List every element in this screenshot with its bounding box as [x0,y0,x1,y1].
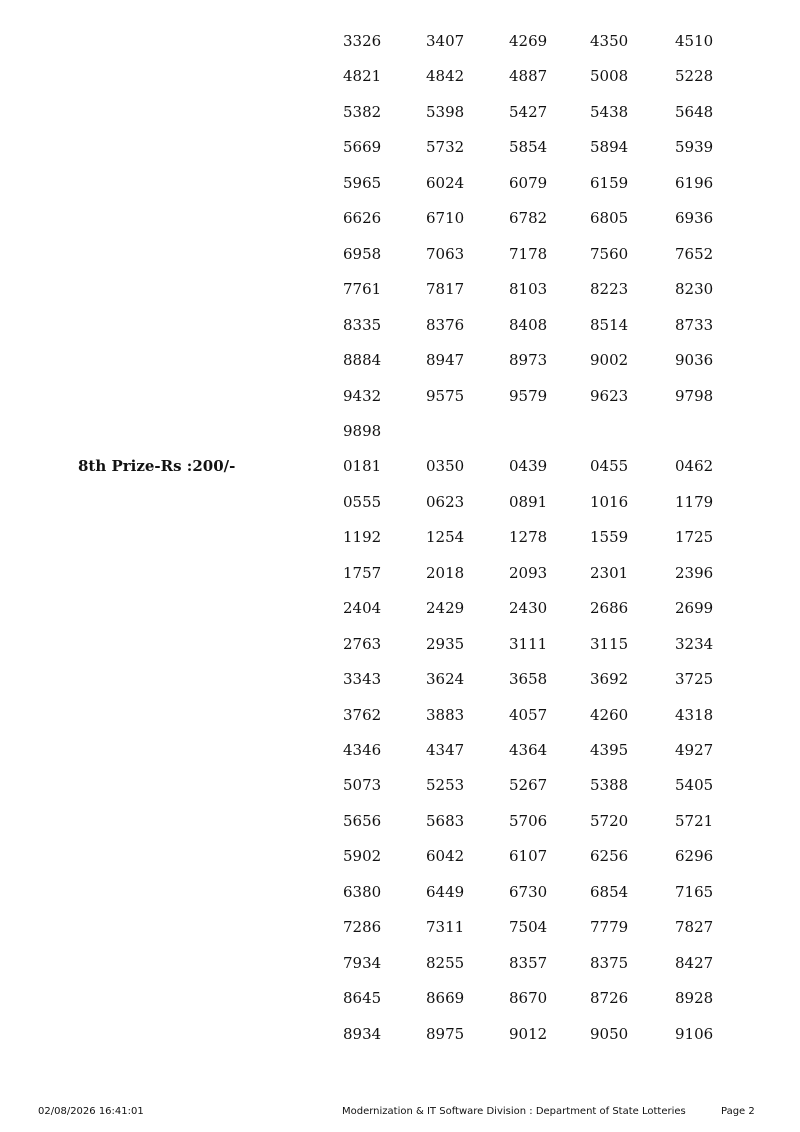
ticket-number: 5656 [343,812,382,830]
number-row [0,527,800,547]
ticket-number: 7827 [675,918,714,936]
ticket-number: 5939 [675,138,714,156]
number-row [0,598,800,618]
number-row [0,350,800,370]
ticket-number: 7311 [426,918,465,936]
ticket-number: 2429 [426,599,465,617]
ticket-number: 5427 [509,103,548,121]
ticket-number: 9798 [675,387,714,405]
ticket-number: 5721 [675,812,714,830]
ticket-number: 4927 [675,741,714,759]
ticket-number: 1725 [675,528,714,546]
ticket-number: 9579 [509,387,548,405]
ticket-number: 2430 [509,599,548,617]
ticket-number: 8645 [343,989,382,1007]
number-row [0,456,800,476]
ticket-number: 4350 [590,32,629,50]
ticket-number: 6626 [343,209,382,227]
ticket-number: 2018 [426,564,465,582]
number-row [0,669,800,689]
ticket-number: 5438 [590,103,629,121]
number-row [0,492,800,512]
ticket-number: 3658 [509,670,548,688]
ticket-number: 2396 [675,564,714,582]
ticket-number: 6024 [426,174,465,192]
ticket-number: 1016 [590,493,629,511]
ticket-number: 8733 [675,316,714,334]
ticket-number: 5398 [426,103,465,121]
ticket-number: 1757 [343,564,382,582]
number-row [0,102,800,122]
ticket-number: 7761 [343,280,382,298]
ticket-number: 8973 [509,351,548,369]
ticket-number: 6107 [509,847,548,865]
ticket-number: 2404 [343,599,382,617]
ticket-number: 3343 [343,670,382,688]
ticket-number: 7504 [509,918,548,936]
ticket-number: 6854 [590,883,629,901]
ticket-number: 2699 [675,599,714,617]
ticket-number: 0455 [590,457,629,475]
ticket-number: 3692 [590,670,629,688]
ticket-number: 5267 [509,776,548,794]
number-row [0,137,800,157]
ticket-number: 3624 [426,670,465,688]
ticket-number: 8514 [590,316,629,334]
ticket-number: 8884 [343,351,382,369]
number-row [0,988,800,1008]
ticket-number: 0623 [426,493,465,511]
footer-page-number: Page 2 [721,1106,755,1117]
ticket-number: 5706 [509,812,548,830]
number-row [0,66,800,86]
number-row [0,882,800,902]
ticket-number: 6936 [675,209,714,227]
ticket-number: 8375 [590,954,629,972]
number-row [0,208,800,228]
ticket-number: 8947 [426,351,465,369]
ticket-number: 9002 [590,351,629,369]
ticket-number: 5073 [343,776,382,794]
ticket-number: 5669 [343,138,382,156]
ticket-number: 3725 [675,670,714,688]
number-row [0,1024,800,1044]
ticket-number: 1192 [343,528,382,546]
ticket-number: 6805 [590,209,629,227]
ticket-number: 6256 [590,847,629,865]
ticket-number: 6958 [343,245,382,263]
ticket-number: 5732 [426,138,465,156]
ticket-number: 4057 [509,706,548,724]
number-row [0,811,800,831]
ticket-number: 4887 [509,67,548,85]
ticket-number: 1179 [675,493,714,511]
number-row [0,421,800,441]
ticket-number: 0439 [509,457,548,475]
ticket-number: 5388 [590,776,629,794]
ticket-number: 4260 [590,706,629,724]
ticket-number: 4269 [509,32,548,50]
ticket-number: 6380 [343,883,382,901]
ticket-number: 5965 [343,174,382,192]
ticket-number: 7178 [509,245,548,263]
ticket-number: 1559 [590,528,629,546]
ticket-number: 3326 [343,32,382,50]
ticket-number: 4821 [343,67,382,85]
ticket-number: 2093 [509,564,548,582]
ticket-number: 6782 [509,209,548,227]
ticket-number: 8669 [426,989,465,1007]
number-row [0,775,800,795]
ticket-number: 9898 [343,422,382,440]
ticket-number: 2686 [590,599,629,617]
ticket-number: 9623 [590,387,629,405]
ticket-number: 4395 [590,741,629,759]
number-row [0,563,800,583]
ticket-number: 8335 [343,316,382,334]
ticket-number: 5854 [509,138,548,156]
ticket-number: 7560 [590,245,629,263]
ticket-number: 1278 [509,528,548,546]
ticket-number: 4318 [675,706,714,724]
ticket-number: 5405 [675,776,714,794]
ticket-number: 4510 [675,32,714,50]
ticket-number: 0555 [343,493,382,511]
number-row [0,846,800,866]
ticket-number: 0181 [343,457,382,475]
ticket-number: 6296 [675,847,714,865]
number-row [0,740,800,760]
ticket-number: 8223 [590,280,629,298]
ticket-number: 7779 [590,918,629,936]
ticket-number: 8103 [509,280,548,298]
ticket-number: 8357 [509,954,548,972]
ticket-number: 5720 [590,812,629,830]
ticket-number: 3111 [509,635,548,653]
ticket-number: 2763 [343,635,382,653]
ticket-number: 2301 [590,564,629,582]
ticket-number: 9050 [590,1025,629,1043]
ticket-number: 8230 [675,280,714,298]
ticket-number: 6196 [675,174,714,192]
ticket-number: 1254 [426,528,465,546]
number-row [0,244,800,264]
number-row [0,173,800,193]
ticket-number: 9432 [343,387,382,405]
ticket-number: 3762 [343,706,382,724]
number-row [0,953,800,973]
ticket-number: 6042 [426,847,465,865]
ticket-number: 5894 [590,138,629,156]
ticket-number: 9106 [675,1025,714,1043]
ticket-number: 8934 [343,1025,382,1043]
ticket-number: 8975 [426,1025,465,1043]
ticket-number: 5902 [343,847,382,865]
footer-datetime: 02/08/2026 16:41:01 [38,1106,144,1117]
number-row [0,31,800,51]
ticket-number: 8726 [590,989,629,1007]
ticket-number: 0462 [675,457,714,475]
ticket-number: 5008 [590,67,629,85]
ticket-number: 5253 [426,776,465,794]
number-row [0,917,800,937]
ticket-number: 8928 [675,989,714,1007]
ticket-number: 7934 [343,954,382,972]
ticket-number: 5382 [343,103,382,121]
prize-label: 8th Prize-Rs :200/- [78,457,236,475]
ticket-number: 5228 [675,67,714,85]
ticket-number: 8408 [509,316,548,334]
ticket-number: 6730 [509,883,548,901]
ticket-number: 3115 [590,635,629,653]
ticket-number: 6159 [590,174,629,192]
ticket-number: 9012 [509,1025,548,1043]
ticket-number: 6079 [509,174,548,192]
ticket-number: 8670 [509,989,548,1007]
number-row [0,386,800,406]
number-row [0,634,800,654]
ticket-number: 4842 [426,67,465,85]
ticket-number: 3407 [426,32,465,50]
ticket-number: 7165 [675,883,714,901]
ticket-number: 6449 [426,883,465,901]
ticket-number: 4347 [426,741,465,759]
number-row [0,315,800,335]
number-row [0,279,800,299]
ticket-number: 7652 [675,245,714,263]
ticket-number: 8427 [675,954,714,972]
ticket-number: 9036 [675,351,714,369]
ticket-number: 5648 [675,103,714,121]
ticket-number: 8255 [426,954,465,972]
ticket-number: 5683 [426,812,465,830]
ticket-number: 0350 [426,457,465,475]
ticket-number: 0891 [509,493,548,511]
ticket-number: 3883 [426,706,465,724]
ticket-number: 3234 [675,635,714,653]
ticket-number: 7286 [343,918,382,936]
number-row [0,705,800,725]
ticket-number: 7063 [426,245,465,263]
ticket-number: 9575 [426,387,465,405]
ticket-number: 4346 [343,741,382,759]
ticket-number: 2935 [426,635,465,653]
ticket-number: 6710 [426,209,465,227]
ticket-number: 4364 [509,741,548,759]
ticket-number: 8376 [426,316,465,334]
ticket-number: 7817 [426,280,465,298]
footer-division: Modernization & IT Software Division : Department of State Lotteries [342,1106,686,1117]
